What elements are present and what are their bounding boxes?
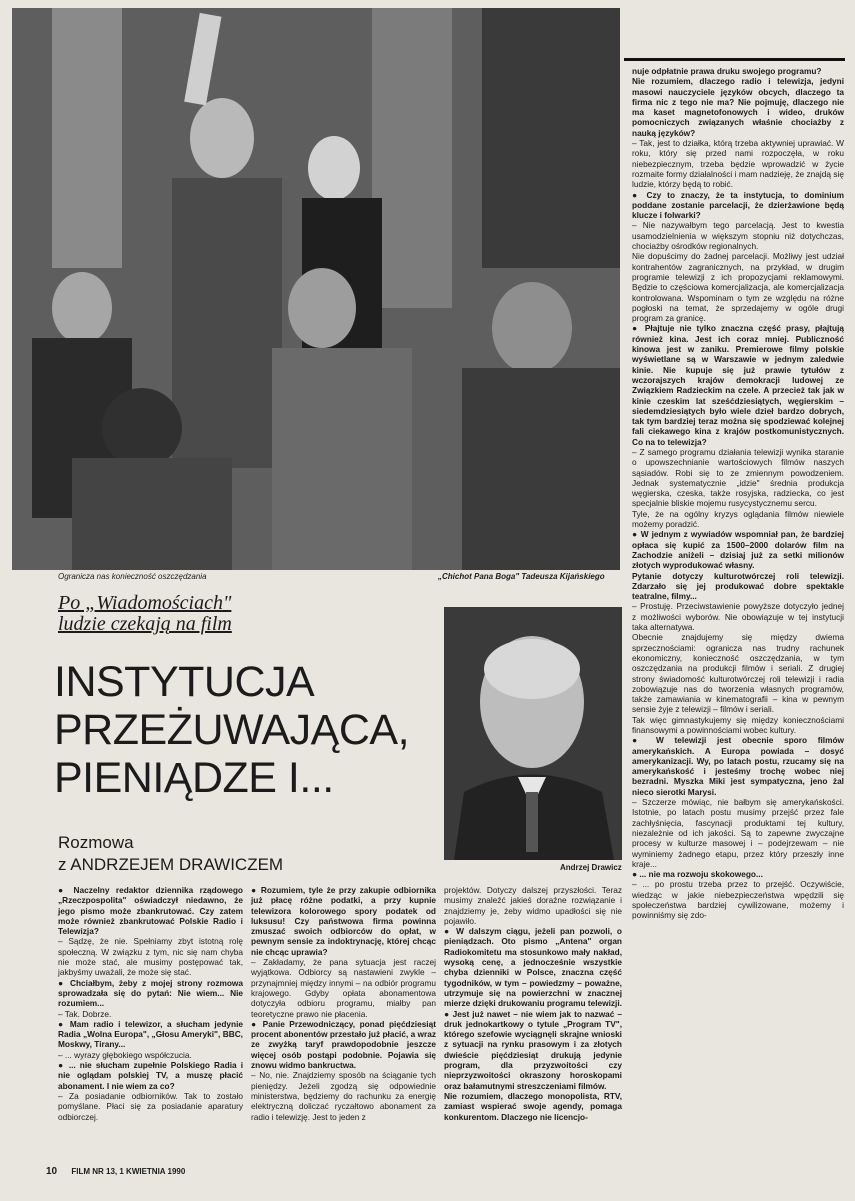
- question-paragraph: Pytanie dotyczy kulturotwórczej roli telewizji. Zdarzało się jej produkować dobre spektakle teatralne, filmy...: [632, 570, 844, 602]
- column-divider-rule: [624, 58, 845, 61]
- answer-paragraph: – Zakładamy, że pana sytuacja jest raczej wyjątkowa. Odbiorcy są nastawieni zwykle – przynajmniej między innymi – na odbiór programu krajowego. Gdyby opłata abonamentowa dotyczyła odbioru programu, miałby pan teoretyczne prawo nie płacenia.: [251, 957, 436, 1019]
- answer-paragraph: – Tak, jest to działka, którą trzeba aktywniej uprawiać. W roku, który się przed nami rozpoczęła, w roku niebezpiecznym, trzeba będzie wprowadzić w życie rozmaite formy działalności i mam nadzieję, że znajdą się ludzie, którzy będą to robić.: [632, 138, 844, 190]
- interviewee-portrait: [444, 607, 622, 860]
- question-paragraph: ● Panie Przewodniczący, ponad pięćdziesiąt procent abonentów przestało już płacić, a wraz ze zwyżką taryf prawdopodobnie jeszcze więcej osób postąpi podobnie. Pojawia się znowu widmo bankructwa.: [251, 1018, 436, 1071]
- answer-paragraph: – Tak. Dobrze.: [58, 1008, 112, 1019]
- question-paragraph: ● Chciałbym, żeby z mojej strony rozmowa sprowadzała się do pytań: Nie wiem... Nie rozumiem...: [58, 977, 243, 1009]
- answer-paragraph: – Prostuję. Przeciwstawienie powyższe dotyczyło jednej z możliwości wyborów. Nie obowiązuje w tej instytucji taka alternatywa.: [632, 601, 844, 633]
- text-column-2: [251, 885, 436, 1122]
- answer-paragraph: – Z samego programu działania telewizji wynika staranie o upowszechnianie wartościowych filmów naszych sąsiadów. Robi się to ze zmiennym powodzeniem. Jednak systematycznie „idzie" średnia produkcja węgierska, czeska, także rosyjska, radziecka, co jest specjalnie bliskie mojemu rusycystycznemu sercu.: [632, 446, 844, 509]
- subhead-line-1: Rozmowa: [58, 833, 134, 852]
- portrait-illustration: [444, 607, 622, 860]
- question-paragraph: ● Czy to znaczy, że ta instytucja, to dominium poddane zostanie parcelacji, że dzierżawione będą klucze i folwarki?: [632, 189, 844, 221]
- photo-illustration: [12, 8, 620, 570]
- answer-paragraph: Tyle, że na ogólny kryzys oglądania filmów niewiele możemy poradzić.: [632, 508, 844, 530]
- article-kicker: [58, 593, 232, 635]
- headline-line-2: PRZEŻUWAJĄCA,: [54, 706, 410, 754]
- answer-paragraph: – Nie nazywałbym tego parcelacją. Jest to kwestia usamodzielnienia w większym stopniu niż dotychczas, chociażby ośrodków regionalnych.: [632, 220, 844, 252]
- answer-paragraph: – Szczerze mówiąc, nie bałbym się amerykańskości. Istotnie, po latach postu musimy przejść przez fale zachłyśnięcia, fascynacji produktami tej kultury, niezależnie od ich jakości. Są to zapewne zwyczajne procesy w kulturze masowej i – podejrzewam – nie wyminiemy żadnego etapu, przez który przeszły inne kraje...: [632, 797, 844, 869]
- answer-paragraph: Obecnie znajdujemy się między dwiema sprzecznościami: ogranicza nas trudny rachunek ekonomiczny, konieczność oszczędzania, w tym oszczędzania na produkcji filmów i seriali. Z drugiej strony świadomość kulturotwórczej roli telewizji i radia zobowiązuje nas do tworzenia własnych programów, także zamawiania w kinematografii – kina w pewnym sensie żyje z telewizji – filmów i seriali.: [632, 632, 844, 715]
- question-paragraph: ● W telewizji jest obecnie sporo filmów amerykańskich. A Europa powiada – dosyć amerykanizacji. Wy, po latach postu, rzucamy się na amerykańskość i jesteśmy trochę wobec niej bezradni. Myszka Miki jest sympatyczna, jeno żal nieco sierotki Marysi.: [632, 735, 844, 797]
- photo-caption-right: „Chichot Pana Boga" Tadeusza Kijańskiego: [438, 572, 605, 581]
- question-paragraph: ● Naczelny redaktor dziennika rządowego „Rzeczpospolita" oświadczył niedawno, że jego pismo może zbankrutować. Czy zatem może również zbankrutować Polskie Radio i Telewizja?: [58, 885, 243, 937]
- question-paragraph: ● Mam radio i telewizor, a słucham jedynie Radia „Wolna Europa", „Głosu Ameryki", BBC, Moskwy, Tirany...: [58, 1018, 243, 1050]
- text-column-4: [632, 66, 844, 921]
- answer-paragraph: – ... wyrazy głębokiego współczucia.: [58, 1049, 192, 1060]
- answer-paragraph: – No, nie. Znajdziemy sposób na ściąganie tych pieniędzy. Jeżeli zgodzą się odpowiednie ministerstwa, będziemy do rachunku za energię elektryczną doliczać ryczałtowo abonament za radio i telewizję. Jest to jeden z: [251, 1070, 436, 1122]
- page-number: 10: [46, 1166, 58, 1177]
- question-paragraph: ● W jednym z wywiadów wspomniał pan, że bardziej opłaca się kupić za 1500–2000 dolarów film na Zachodzie aniżeli – dzisiaj już za setki milionów złotych wyprodukować własny.: [632, 529, 844, 571]
- text-column-1: [58, 885, 243, 1122]
- answer-paragraph: – Za posiadanie odbiorników. Tak to zostało pomyślane. Płaci się za posiadanie aparatury odbiorczej.: [58, 1090, 243, 1122]
- kicker-line-1: Po „Wiadomościach": [58, 592, 232, 614]
- question-paragraph: Nie rozumiem, dlaczego monopolista, RTV, zamiast wspierać swoje agendy, pomaga konkurentom. Dlaczego nie licencjo-: [444, 1090, 622, 1122]
- headline-line-1: INSTYTUCJA: [54, 658, 315, 706]
- article-headline: [54, 658, 409, 802]
- issue-info: FILM NR 13, 1 KWIETNIA 1990: [71, 1167, 186, 1176]
- answer-paragraph: projektów. Dotyczy dalszej przyszłości. Teraz musimy znaleźć jakieś doraźne rozwiązanie i znajdziemy je, żeby widmo upadłości się nie pojawiło.: [444, 885, 622, 926]
- question-paragraph: ● ... nie słucham zupełnie Polskiego Radia i nie oglądam polskiej TV, a muszę płacić abonament. I nie wiem za co?: [58, 1060, 243, 1091]
- answer-paragraph: Nie dopuścimy do żadnej parcelacji. Możliwy jest udział kontrahentów zagranicznych, na przykład, w drugim programie telewizji z ich propozycjami reklamowymi. Będzie to częściowa komercjalizacja, ale komercjalizacja kontrolowana. Wspominam o tym ze względu na różne pogłoski na temat, że sprzedajemy w ogóle drugi program za granicę.: [632, 251, 844, 324]
- answer-paragraph: – Sądzę, że nie. Spełniamy zbyt istotną rolę społeczną. W związku z tym, nic się nam chyba nie może stać, ale musimy postępować tak, jakbyśmy uważali, że może się stać.: [58, 936, 243, 978]
- headline-line-3: PIENIĄDZE I...: [54, 754, 334, 802]
- question-paragraph: nuje odpłatnie prawa druku swojego programu?: [632, 66, 822, 76]
- answer-paragraph: – ... po prostu trzeba przez to przejść. Oczywiście, wiedząc w jakie niebezpieczeństwa wpędzili się społeczeństwa bardziej cywilizowane, możemy i powinniśmy się zdo-: [632, 879, 844, 921]
- question-paragraph: ● ... nie ma rozwoju skokowego...: [632, 869, 763, 880]
- text-column-3: [444, 885, 622, 1122]
- press-crowd-photo: [12, 8, 620, 570]
- photo-caption-left: Ogranicza nas konieczność oszczędzania: [58, 572, 207, 581]
- answer-paragraph: Tak więc gimnastykujemy się między koniecznościami finansowymi a powinnościami wobec kultury.: [632, 714, 844, 735]
- page-footer: [46, 1166, 185, 1177]
- kicker-line-2: ludzie czekają na film: [58, 613, 232, 635]
- question-paragraph: Nie rozumiem, dlaczego radio i telewizja, jedyni masowi nauczyciele języków obcych, dlaczego ta firma nic z tego nie ma? Nie pojmuję, dlaczego nie ma kaset magnetofonowych i wideo, druków pomocniczych związanych właśnie chociażby z nauką języków?: [632, 76, 844, 138]
- subhead-line-2: z ANDRZEJEM DRAWICZEM: [58, 855, 284, 874]
- question-paragraph: ● Rozumiem, tyle że przy zakupie odbiornika już płacę różne podatki, a przy kupnie telewizora kolorowego spory podatek od luksusu! Czy państwowa firma powinna zmuszać swoich odbiorców do opłat, w pewnym sensie za indoktrynację, której chcąc nie chcąc uprawia?: [251, 885, 436, 957]
- article-subhead: [58, 832, 283, 876]
- question-paragraph: ● Płajtuje nie tylko znaczna część prasy, płajtują również kina. Jest ich coraz mniej. Publiczność kinowa jest w zaniku. Premierowe filmy polskie wyświetlane są w Warszawie w jednym zaledwie kinie. Nie kupuje się już prawie tytułów z wczorajszych krajów demokracji ludowej ze Związkiem Radzieckim na czele. A przecież tak jak w kinie czeskim lat sześćdziesiątych, węgierskim – siedemdziesiątych było wiele dzieł bardzo dobrych, tak tym bardziej teraz można się spodziewać kolejnej fali ciekawego kina z krajów postkomunistycznych. Co na to telewizja?: [632, 323, 844, 447]
- question-paragraph: ● W dalszym ciągu, jeżeli pan pozwoli, o pieniądzach. Oto pismo „Antena" organ Radiokomitetu ma stosunkowo mały nakład, wysoką cenę, a jednocześnie wszystkie chyba dzienniki w Polsce, znaczna część tygodników, w tym – powiedzmy – poważne, utrzymuje się na powierzchni w znacznej mierze dzięki drukowaniu programu telewizji.: [444, 926, 622, 1009]
- portrait-caption: Andrzej Drawicz: [560, 863, 622, 872]
- question-paragraph: ● Jest już nawet – nie wiem jak to nazwać – druk jednokartkowy o tytule „Program TV", którego szefowie wyciągnęli skrajne wnioski z sytuacji na rynku prasowym i za złotych dwieście pięćdziesiąt drukują jedynie program, dla przyzwoitości czy nieprzyzwoitości okraszony horoskopami oraz bałamutnymi streszczeniami filmów.: [444, 1008, 622, 1091]
